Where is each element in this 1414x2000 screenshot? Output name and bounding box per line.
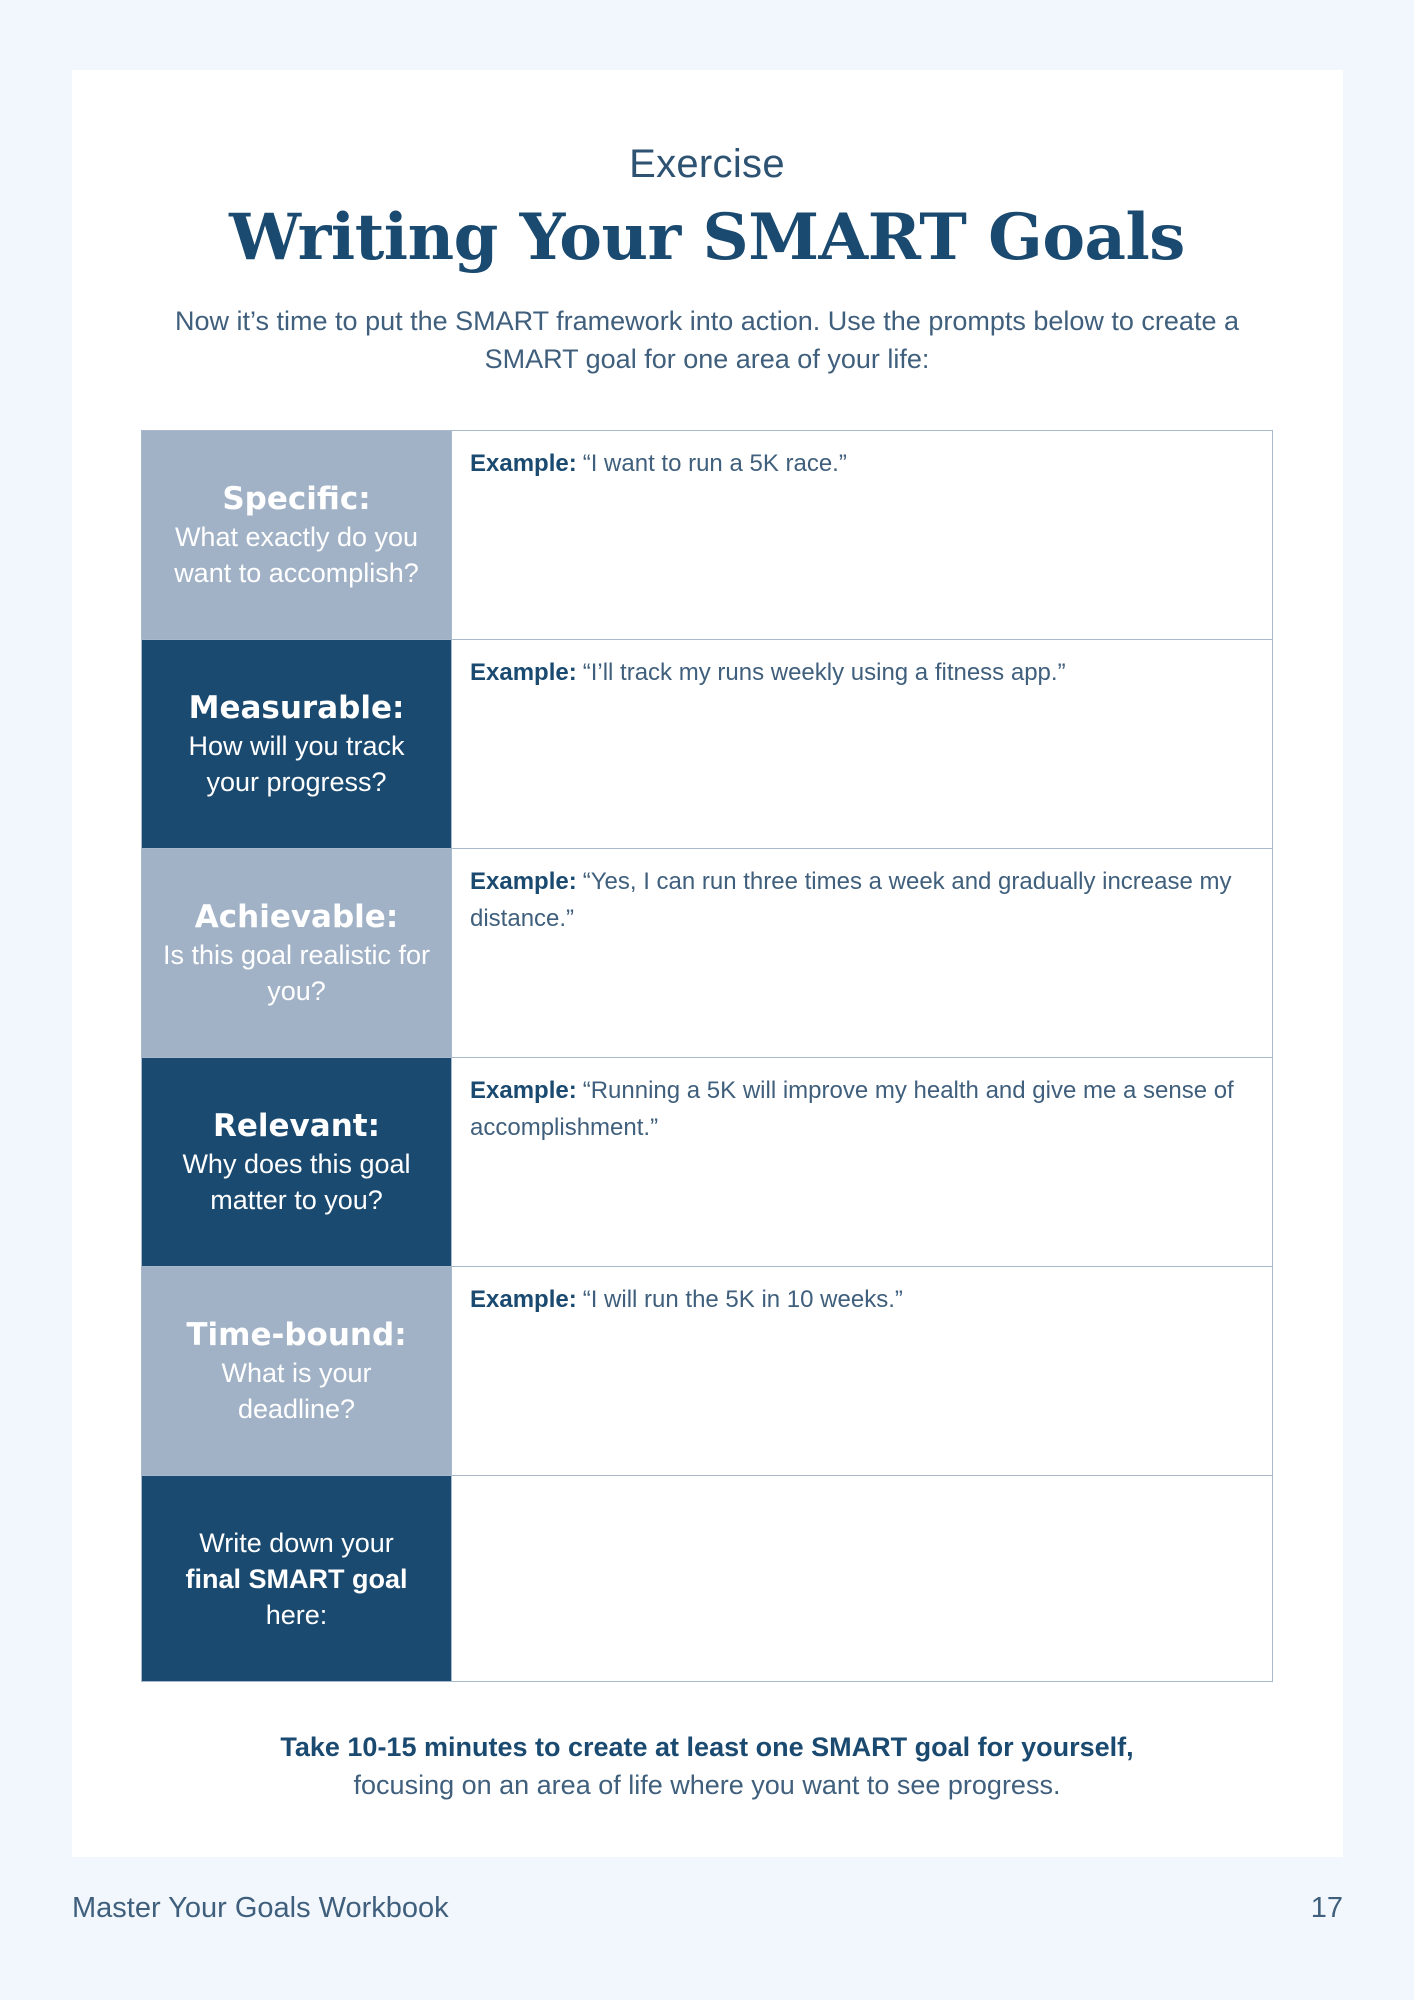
table-row-specific (142, 431, 1272, 640)
final-goal-post: here: (265, 1599, 328, 1630)
example-label: Example: (470, 1286, 577, 1313)
closing-instructions (0, 1728, 1414, 1804)
page-title: Writing Your SMART Goals (229, 200, 1185, 275)
measurable-label-cell (142, 640, 451, 848)
final-goal-answer-cell[interactable] (451, 1476, 1272, 1681)
section-eyebrow: Exercise (629, 142, 785, 186)
specific-prompt: What exactly do you want to accomplish? (174, 522, 419, 588)
footer-page-number: 17 (1310, 1892, 1343, 1924)
time-bound-title: Time-bound: (186, 1317, 407, 1353)
final-goal-strong: final SMART goal (185, 1563, 408, 1594)
final-goal-pre: Write down your (199, 1527, 394, 1558)
time-bound-example: “I will run the 5K in 10 weeks.” (582, 1286, 903, 1313)
table-row-final-goal (142, 1476, 1272, 1681)
relevant-example: “Running a 5K will improve my health and give me a sense of accomplishment.” (470, 1077, 1234, 1141)
intro-text: Now it’s time to put the SMART framework into action. Use the prompts below to create a SMART goal for one area of your life: (175, 306, 1239, 374)
footer-book-title: Master Your Goals Workbook (72, 1892, 449, 1924)
specific-example: “I want to run a 5K race.” (582, 450, 847, 477)
example-label: Example: (470, 659, 577, 686)
achievable-label-cell (142, 849, 451, 1057)
achievable-title: Achievable: (194, 899, 399, 935)
example-label: Example: (470, 868, 577, 895)
example-label: Example: (470, 450, 577, 477)
specific-label-cell (142, 431, 451, 639)
time-bound-answer-cell[interactable] (451, 1267, 1272, 1475)
achievable-answer-cell[interactable] (451, 849, 1272, 1057)
relevant-label-cell (142, 1058, 451, 1266)
table-row-measurable (142, 640, 1272, 849)
relevant-title: Relevant: (213, 1108, 380, 1144)
closing-bold-line: Take 10-15 minutes to create at least one SMART goal for yourself, (280, 1732, 1134, 1762)
time-bound-prompt: What is your deadline? (221, 1358, 372, 1424)
example-label: Example: (470, 1077, 577, 1104)
final-goal-prompt (186, 1525, 408, 1633)
time-bound-label-cell (142, 1267, 451, 1475)
final-goal-label-cell (142, 1476, 451, 1681)
table-row-achievable (142, 849, 1272, 1058)
measurable-prompt: How will you track your progress? (188, 731, 405, 797)
measurable-example: “I’ll track my runs weekly using a fitness app.” (582, 659, 1066, 686)
measurable-title: Measurable: (188, 690, 405, 726)
measurable-answer-cell[interactable] (451, 640, 1272, 848)
table-row-time-bound (142, 1267, 1272, 1476)
specific-answer-cell[interactable] (451, 431, 1272, 639)
relevant-prompt: Why does this goal matter to you? (182, 1149, 411, 1215)
achievable-prompt: Is this goal realistic for you? (162, 940, 431, 1006)
table-row-relevant (142, 1058, 1272, 1267)
achievable-example: “Yes, I can run three times a week and gradually increase my distance.” (470, 868, 1232, 932)
closing-light-line: focusing on an area of life where you want to see progress. (353, 1770, 1061, 1800)
smart-goals-table (141, 430, 1273, 1682)
specific-title: Specific: (222, 481, 371, 517)
relevant-answer-cell[interactable] (451, 1058, 1272, 1266)
